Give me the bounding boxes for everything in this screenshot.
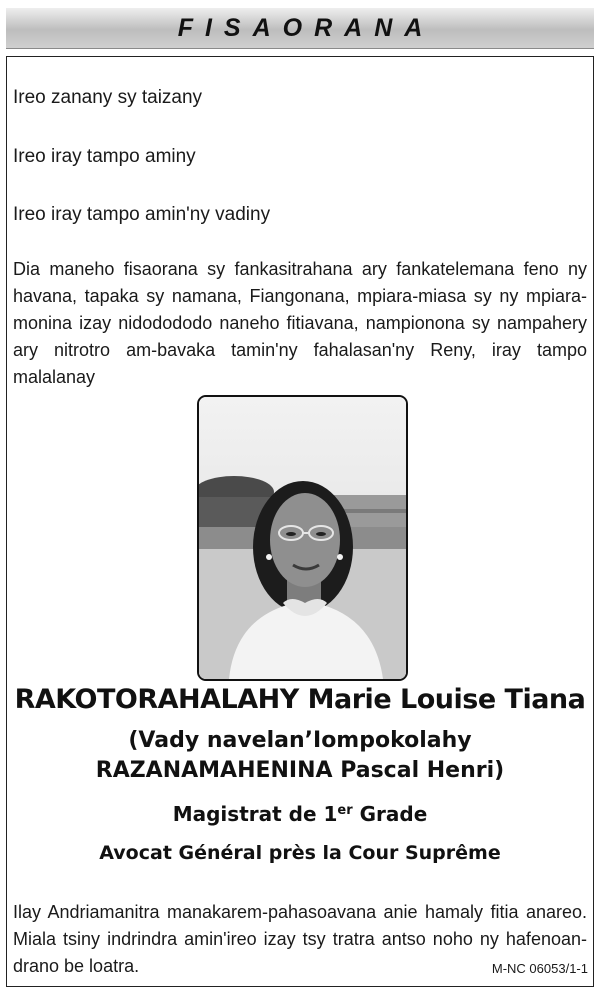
family-line-siblings: Ireo iray tampo aminy [13, 146, 196, 167]
deceased-name: RAKOTORAHALAHY Marie Louise Tiana [14, 684, 586, 715]
closing-paragraph: Ilay Andriamanitra manakarem-pahasoavana anie hamaly fitia anareo. Miala tsiny indrindra amin'ireo izay tsy tratra antso noho ny hafenoan-drano be loatra. [13, 902, 587, 976]
deceased-title [0, 802, 600, 826]
deceased-position: Avocat Général près la Cour Suprême [99, 842, 501, 864]
reference-code: M-NC 06053/1-1 [491, 961, 588, 976]
family-line-children: Ireo zanany sy taizany [13, 87, 203, 108]
thanks-paragraph: Dia maneho fisaorana sy fankasitrahana ary fankatelemana feno ny havana, tapaka sy namana, Fiangonana, mpiara-miasa sy ny mpiara-monina izay nidodododo naneho fitiavana, nampionona sy nampahery ary nitrotro am-bavaka tamin'ny fahalasan'ny Reny, iray tampo malalanay [13, 259, 587, 387]
portrait-photo [197, 395, 408, 681]
spouse-line-1: (Vady navelan’Iompokolahy [128, 728, 472, 753]
title-prefix: Magistrat de 1 [172, 802, 338, 826]
header-banner [6, 8, 594, 49]
header-title: FISAORANA [177, 13, 435, 42]
title-suffix: Grade [352, 802, 428, 826]
title-superscript: er [337, 803, 353, 818]
portrait-illustration [199, 397, 406, 679]
family-line-spouse-siblings: Ireo iray tampo amin'ny vadiny [13, 204, 271, 225]
spouse-line-2: RAZANAMAHENINA Pascal Henri) [95, 758, 505, 783]
